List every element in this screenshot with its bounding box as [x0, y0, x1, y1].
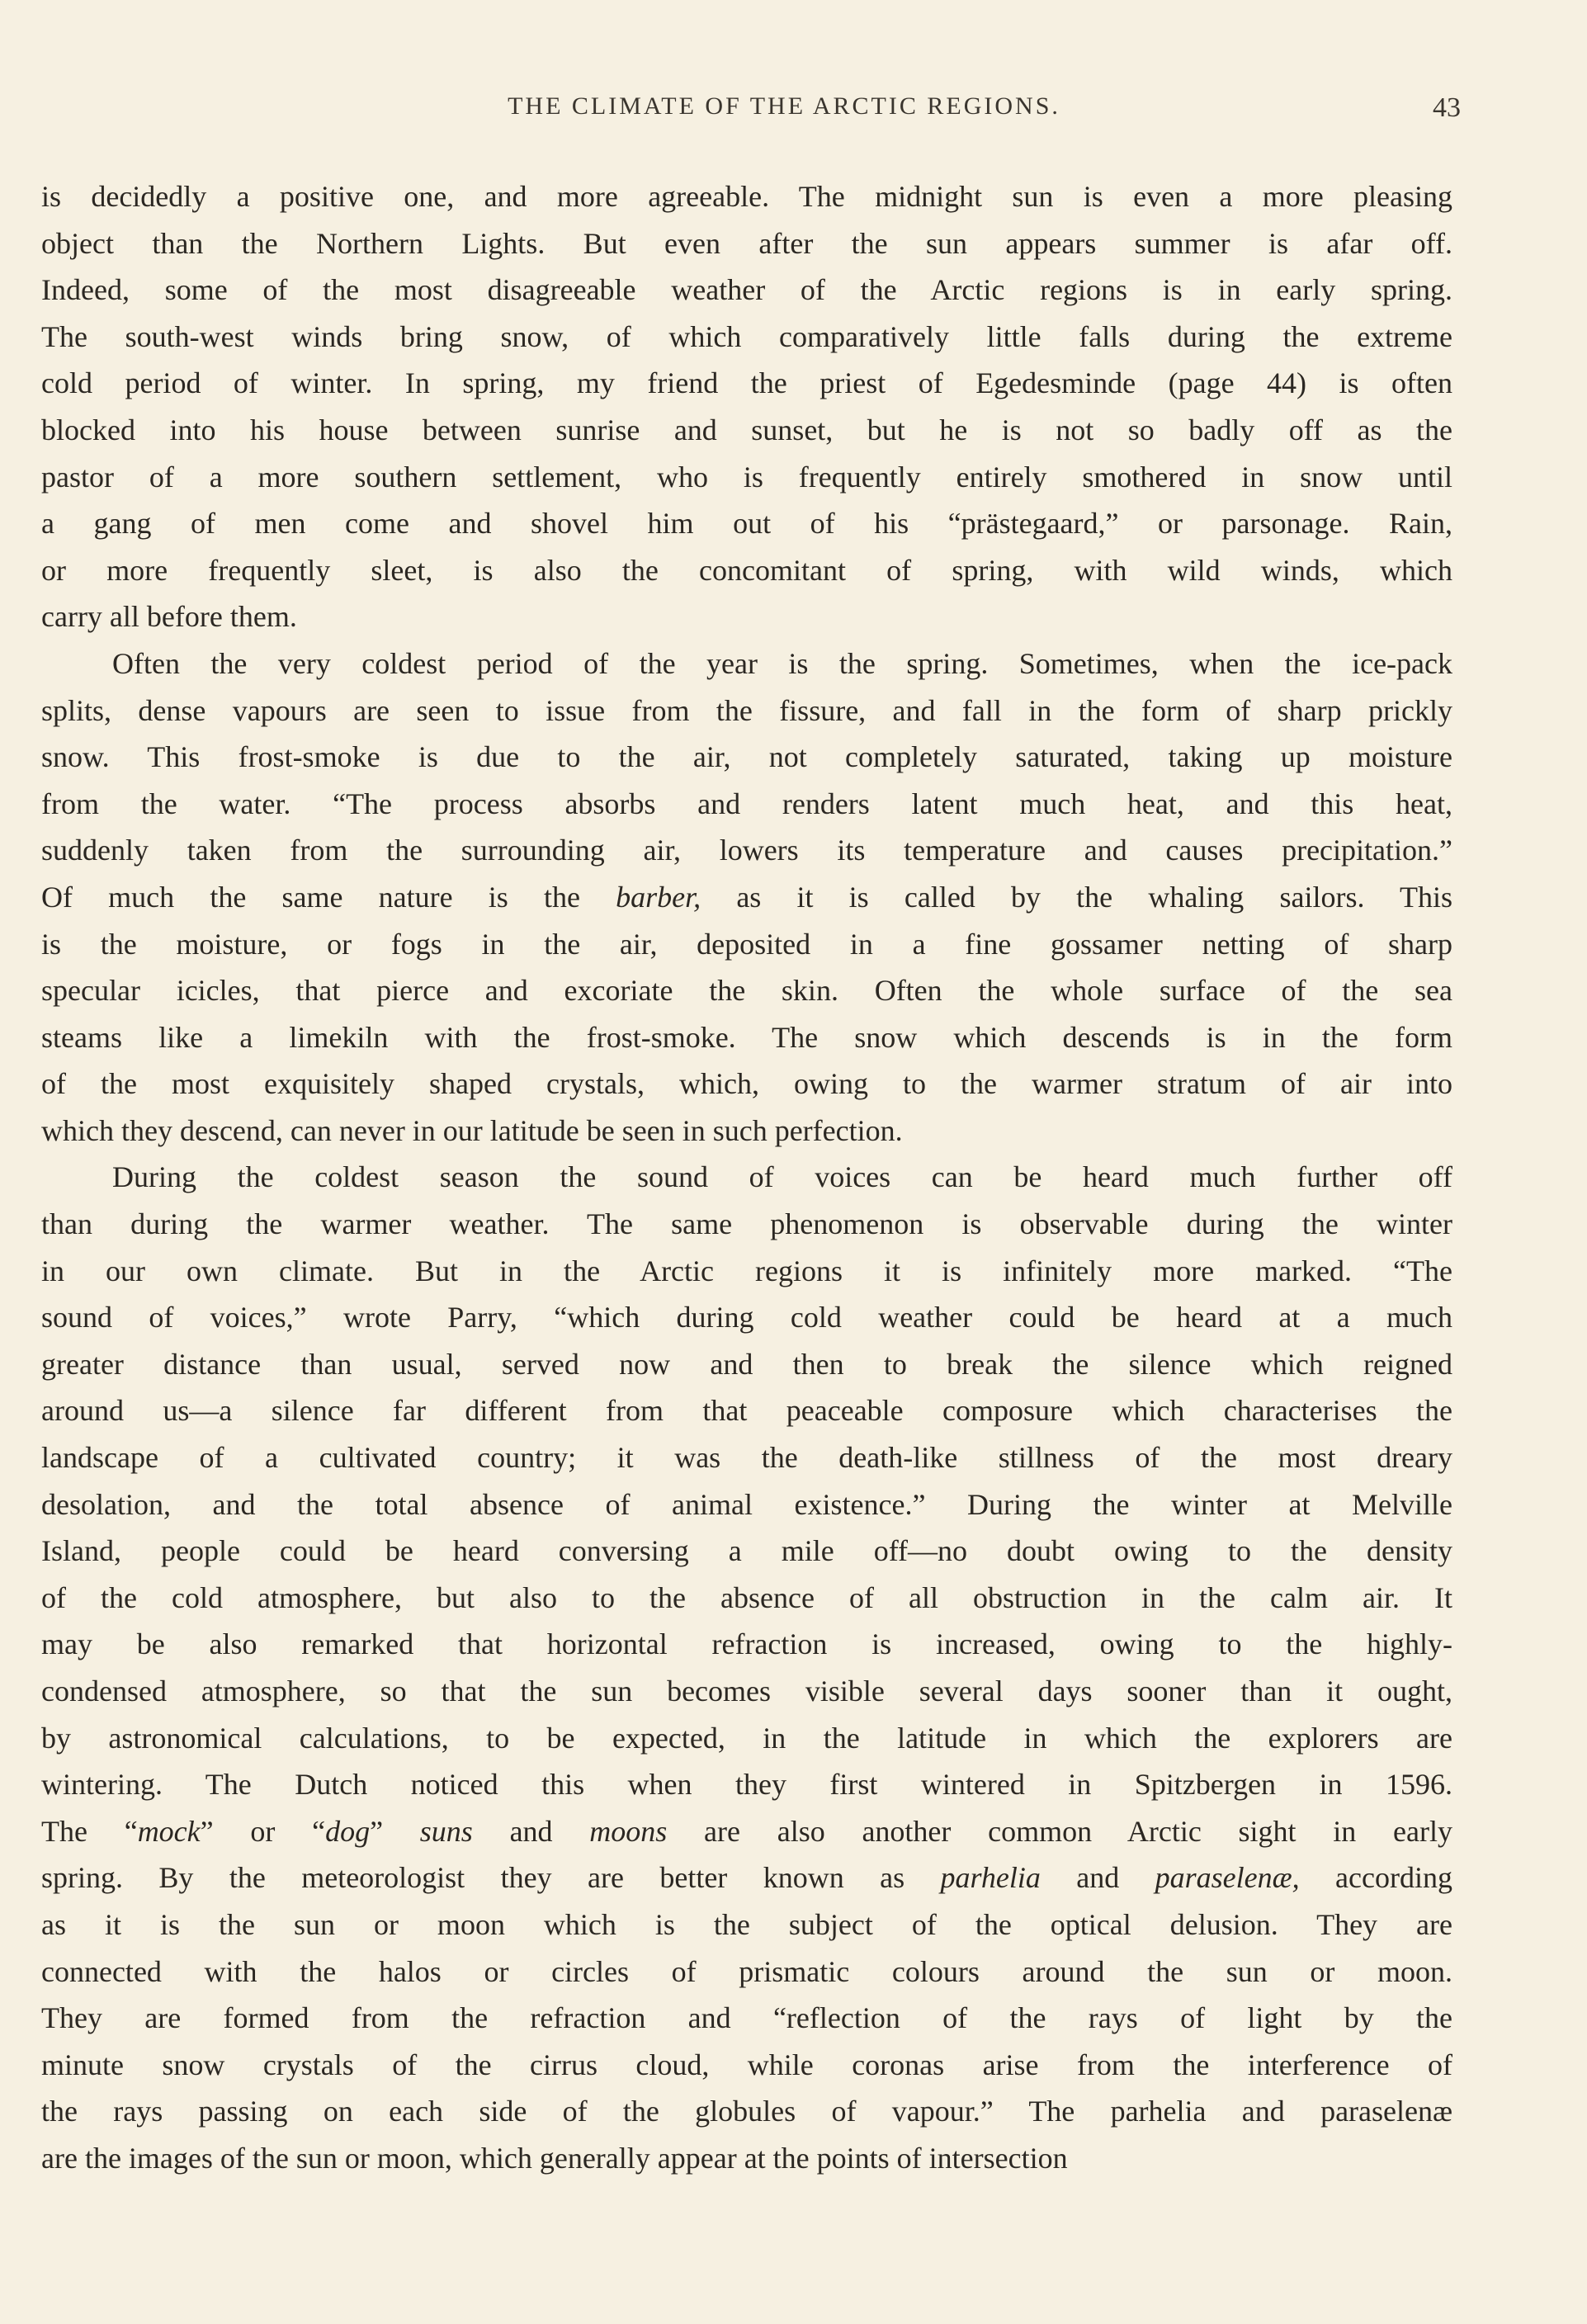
- text-line: suddenly taken from the surrounding air, lowers its temperature and causes precipitation.”: [41, 834, 1452, 867]
- running-head: [107, 92, 1461, 134]
- text-line: may be also remarked that horizontal refraction is increased, owing to the highly-: [41, 1627, 1452, 1661]
- text-line: landscape of a cultivated country; it was the death-like stillness of the most dreary: [41, 1441, 1452, 1475]
- italic-term: paraselenæ,: [1155, 1861, 1300, 1895]
- text-line: Island, people could be heard conversing a mile off—no doubt owing to the density: [41, 1534, 1452, 1568]
- body-text: [41, 173, 1452, 2182]
- text-line: sound of voices,” wrote Parry, “which during cold weather could be heard at a much: [41, 1301, 1452, 1334]
- text-line: snow. This frost-smoke is due to the air, not completely saturated, taking up moisture: [41, 740, 1452, 774]
- text-line: condensed atmosphere, so that the sun becomes visible several days sooner than it ought,: [41, 1675, 1452, 1708]
- text-line: from the water. “The process absorbs and renders latent much heat, and this heat,: [41, 786, 1452, 820]
- italic-term: mock: [137, 1814, 201, 1848]
- text-line: spring. By the meteorologist they are better known as parhelia and paraselenæ, according: [41, 1861, 1452, 1895]
- text-line: a gang of men come and shovel him out of his “prästegaard,” or parsonage. Rain,: [41, 507, 1452, 541]
- text-line: or more frequently sleet, is also the concomitant of spring, with wild winds, which: [41, 553, 1452, 587]
- italic-term: suns: [419, 1814, 473, 1848]
- text-line: greater distance than usual, served now and then to break the silence which reigned: [41, 1347, 1452, 1381]
- text-line: around us—a silence far different from that peaceable composure which characterises the: [41, 1394, 1452, 1428]
- text-line: in our own climate. But in the Arctic regions it is infinitely more marked. “The: [41, 1254, 1452, 1287]
- text-line: desolation, and the total absence of animal existence.” During the winter at Melville: [41, 1487, 1452, 1521]
- text-line: Of much the same nature is the barber, as it is called by the whaling sailors. This: [41, 880, 1452, 914]
- text-line: carry all before them.: [41, 600, 297, 634]
- text-line: is the moisture, or fogs in the air, deposited in a fine gossamer netting of sharp: [41, 927, 1452, 961]
- text-line: object than the Northern Lights. But even after the sun appears summer is afar off.: [41, 226, 1452, 260]
- text-line: cold period of winter. In spring, my friend the priest of Egedesminde (page 44) is often: [41, 366, 1452, 400]
- running-title: THE CLIMATE OF THE ARCTIC REGIONS.: [508, 92, 1060, 120]
- text-line: which they descend, can never in our latitude be seen in such perfection.: [41, 1113, 903, 1147]
- text-line: as it is the sun or moon which is the subject of the optical delusion. They are: [41, 1907, 1452, 1941]
- italic-term: dog: [325, 1814, 371, 1848]
- text-line: than during the warmer weather. The same phenomenon is observable during the winter: [41, 1207, 1452, 1241]
- text-line: wintering. The Dutch noticed this when they first wintered in Spitzbergen in 1596.: [41, 1768, 1452, 1802]
- text-line: The south-west winds bring snow, of which comparatively little falls during the extreme: [41, 319, 1452, 353]
- italic-term: parhelia: [940, 1861, 1041, 1895]
- page-number: 43: [1433, 92, 1461, 123]
- text-line: by astronomical calculations, to be expected, in the latitude in which the explorers are: [41, 1721, 1452, 1755]
- text-line: splits, dense vapours are seen to issue from the fissure, and fall in the form of sharp prickly: [41, 693, 1452, 727]
- text-line: are the images of the sun or moon, which generally appear at the points of intersection: [41, 2141, 1068, 2175]
- text-line: the rays passing on each side of the globules of vapour.” The parhelia and paraselenæ: [41, 2095, 1452, 2128]
- italic-term: barber,: [616, 880, 701, 914]
- text-line: minute snow crystals of the cirrus cloud, while coronas arise from the interference of: [41, 2048, 1452, 2081]
- text-line: connected with the halos or circles of prismatic colours around the sun or moon.: [41, 1954, 1452, 1988]
- text-line: pastor of a more southern settlement, who is frequently entirely smothered in snow until: [41, 460, 1452, 494]
- text-line: of the most exquisitely shaped crystals, which, owing to the warmer stratum of air into: [41, 1067, 1452, 1101]
- text-line: The “mock” or “dog” suns and moons are also another common Arctic sight in early: [41, 1814, 1452, 1848]
- text-line: Often the very coldest period of the year is the spring. Sometimes, when the ice-pack: [112, 646, 1452, 680]
- text-line: specular icicles, that pierce and excoriate the skin. Often the whole surface of the sea: [41, 974, 1452, 1008]
- text-line: They are formed from the refraction and “reflection of the rays of light by the: [41, 2001, 1452, 2035]
- text-line: During the coldest season the sound of voices can be heard much further off: [112, 1160, 1452, 1194]
- text-line: is decidedly a positive one, and more agreeable. The midnight sun is even a more pleasing: [41, 180, 1452, 213]
- text-line: Indeed, some of the most disagreeable weather of the Arctic regions is in early spring.: [41, 273, 1452, 307]
- text-line: blocked into his house between sunrise and sunset, but he is not so badly off as the: [41, 413, 1452, 446]
- italic-term: moons: [589, 1814, 668, 1848]
- text-line: steams like a limekiln with the frost-smoke. The snow which descends is in the form: [41, 1020, 1452, 1054]
- text-line: of the cold atmosphere, but also to the absence of all obstruction in the calm air. It: [41, 1580, 1452, 1614]
